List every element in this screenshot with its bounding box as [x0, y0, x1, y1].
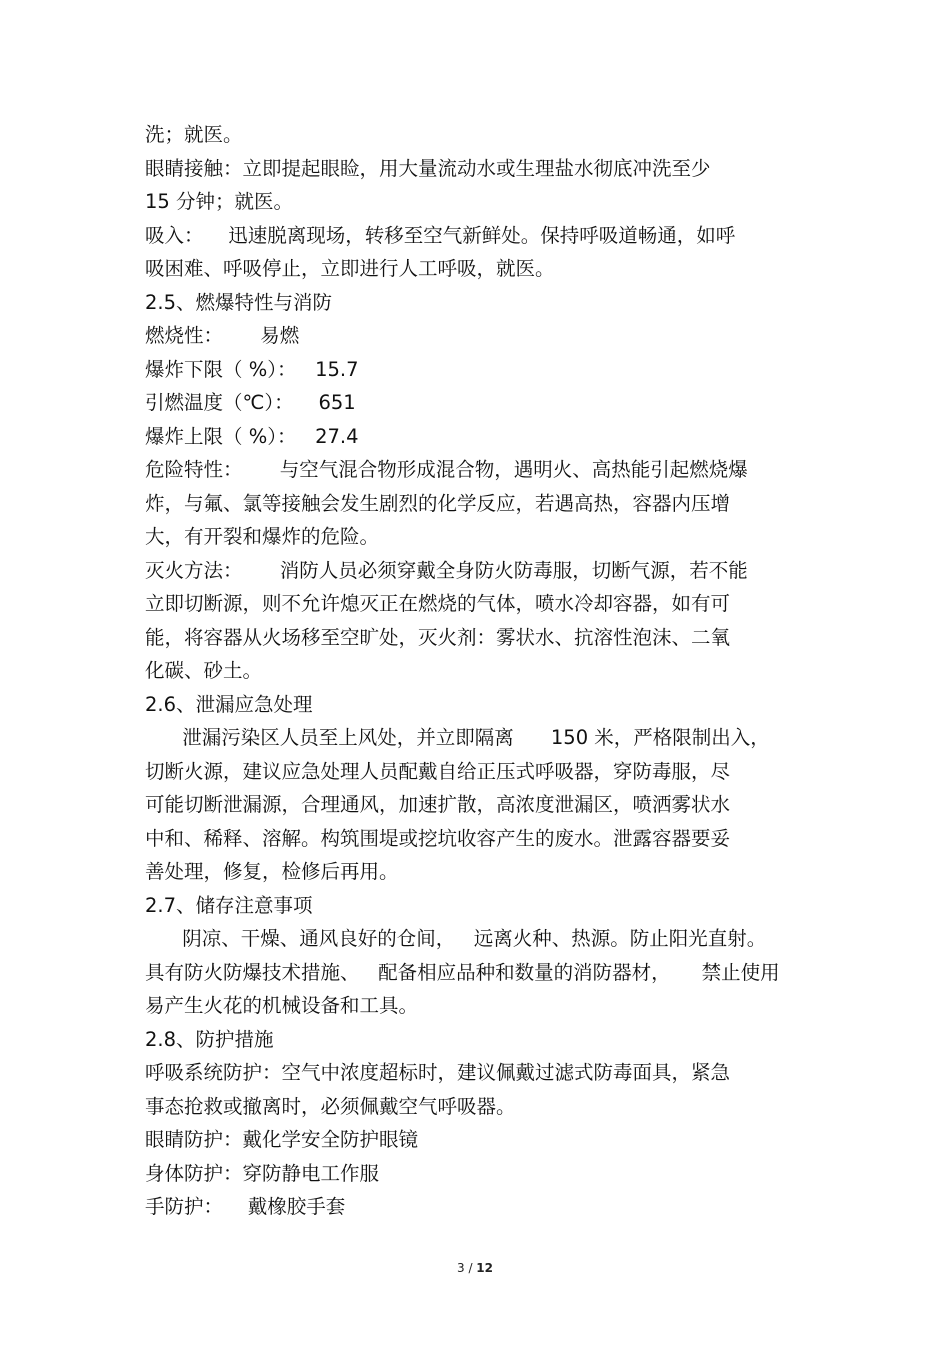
text-line: 具有防火防爆技术措施、 配备相应品种和数量的消防器材， 禁止使用 [145, 960, 780, 984]
text-line: 2.7、储存注意事项 [145, 893, 313, 917]
text-line: 眼睛接触：立即提起眼睑，用大量流动水或生理盐水彻底冲洗至少 [145, 156, 711, 180]
text-line: 燃烧性： 易燃 [145, 324, 300, 347]
text-line: 危险特性： 与空气混合物形成混合物，遇明火、高热能引起燃烧爆 [145, 458, 748, 481]
text-line: 吸困难、呼吸停止，立即进行人工呼吸，就医。 [145, 257, 555, 280]
text-line: 手防护： 戴橡胶手套 [145, 1195, 346, 1218]
page-current: 3 [456, 1261, 465, 1275]
text-line: 眼睛防护：戴化学安全防护眼镜 [145, 1128, 419, 1151]
text-line: 阴凉、干燥、通风良好的仓间， 远离火种、热源。防止阳光直射。 [145, 927, 767, 950]
page-separator: / [464, 1261, 477, 1275]
text-line: 洗；就医。 [145, 123, 243, 146]
text-line: 事态抢救或撤离时，必须佩戴空气呼吸器。 [145, 1094, 516, 1118]
text-line: 化碳、砂土。 [145, 659, 263, 682]
text-line: 切断火源，建议应急处理人员配戴自给正压式呼吸器，穿防毒服，尽 [145, 759, 731, 783]
document-body [145, 118, 810, 1224]
text-line: 泄漏污染区人员至上风处，并立即隔离 150 米，严格限制出入， [145, 726, 770, 749]
text-line: 易产生火花的机械设备和工具。 [145, 994, 419, 1017]
text-line: 能，将容器从火场移至空旷处，灭火剂：雾状水、抗溶性泡沫、二氧 [145, 625, 731, 649]
text-line: 2.8、防护措施 [145, 1027, 274, 1051]
text-line: 2.6、泄漏应急处理 [145, 692, 313, 716]
text-line: 炸，与氟、氯等接触会发生剧烈的化学反应，若遇高热，容器内压增 [145, 491, 731, 515]
text-line: 善处理，修复，检修后再用。 [145, 860, 399, 883]
text-line: 15 分钟；就医。 [145, 190, 294, 213]
text-line: 立即切断源，则不允许熄灭正在燃烧的气体，喷水冷却容器，如有可 [145, 592, 731, 615]
text-line: 爆炸上限（ %）： 27.4 [145, 424, 359, 448]
text-line: 吸入： 迅速脱离现场，转移至空气新鲜处。保持呼吸道畅通，如呼 [145, 223, 736, 247]
page-number [0, 1261, 950, 1275]
text-line: 大，有开裂和爆炸的危险。 [145, 525, 380, 548]
text-line: 爆炸下限（ %）： 15.7 [145, 357, 359, 381]
text-line: 可能切断泄漏源，合理通风，加速扩散，高浓度泄漏区，喷洒雾状水 [145, 793, 731, 816]
text-line: 中和、稀释、溶解。构筑围堤或挖坑收容产生的废水。泄露容器要妥 [145, 826, 731, 850]
page-total: 12 [476, 1261, 493, 1275]
text-line: 灭火方法： 消防人员必须穿戴全身防火防毒服，切断气源，若不能 [145, 558, 748, 582]
text-line: 呼吸系统防护：空气中浓度超标时，建议佩戴过滤式防毒面具，紧急 [145, 1061, 731, 1084]
text-line: 2.5、燃爆特性与消防 [145, 290, 333, 314]
text-line: 引燃温度（℃）： 651 [145, 391, 356, 414]
text-line: 身体防护：穿防静电工作服 [145, 1161, 380, 1185]
